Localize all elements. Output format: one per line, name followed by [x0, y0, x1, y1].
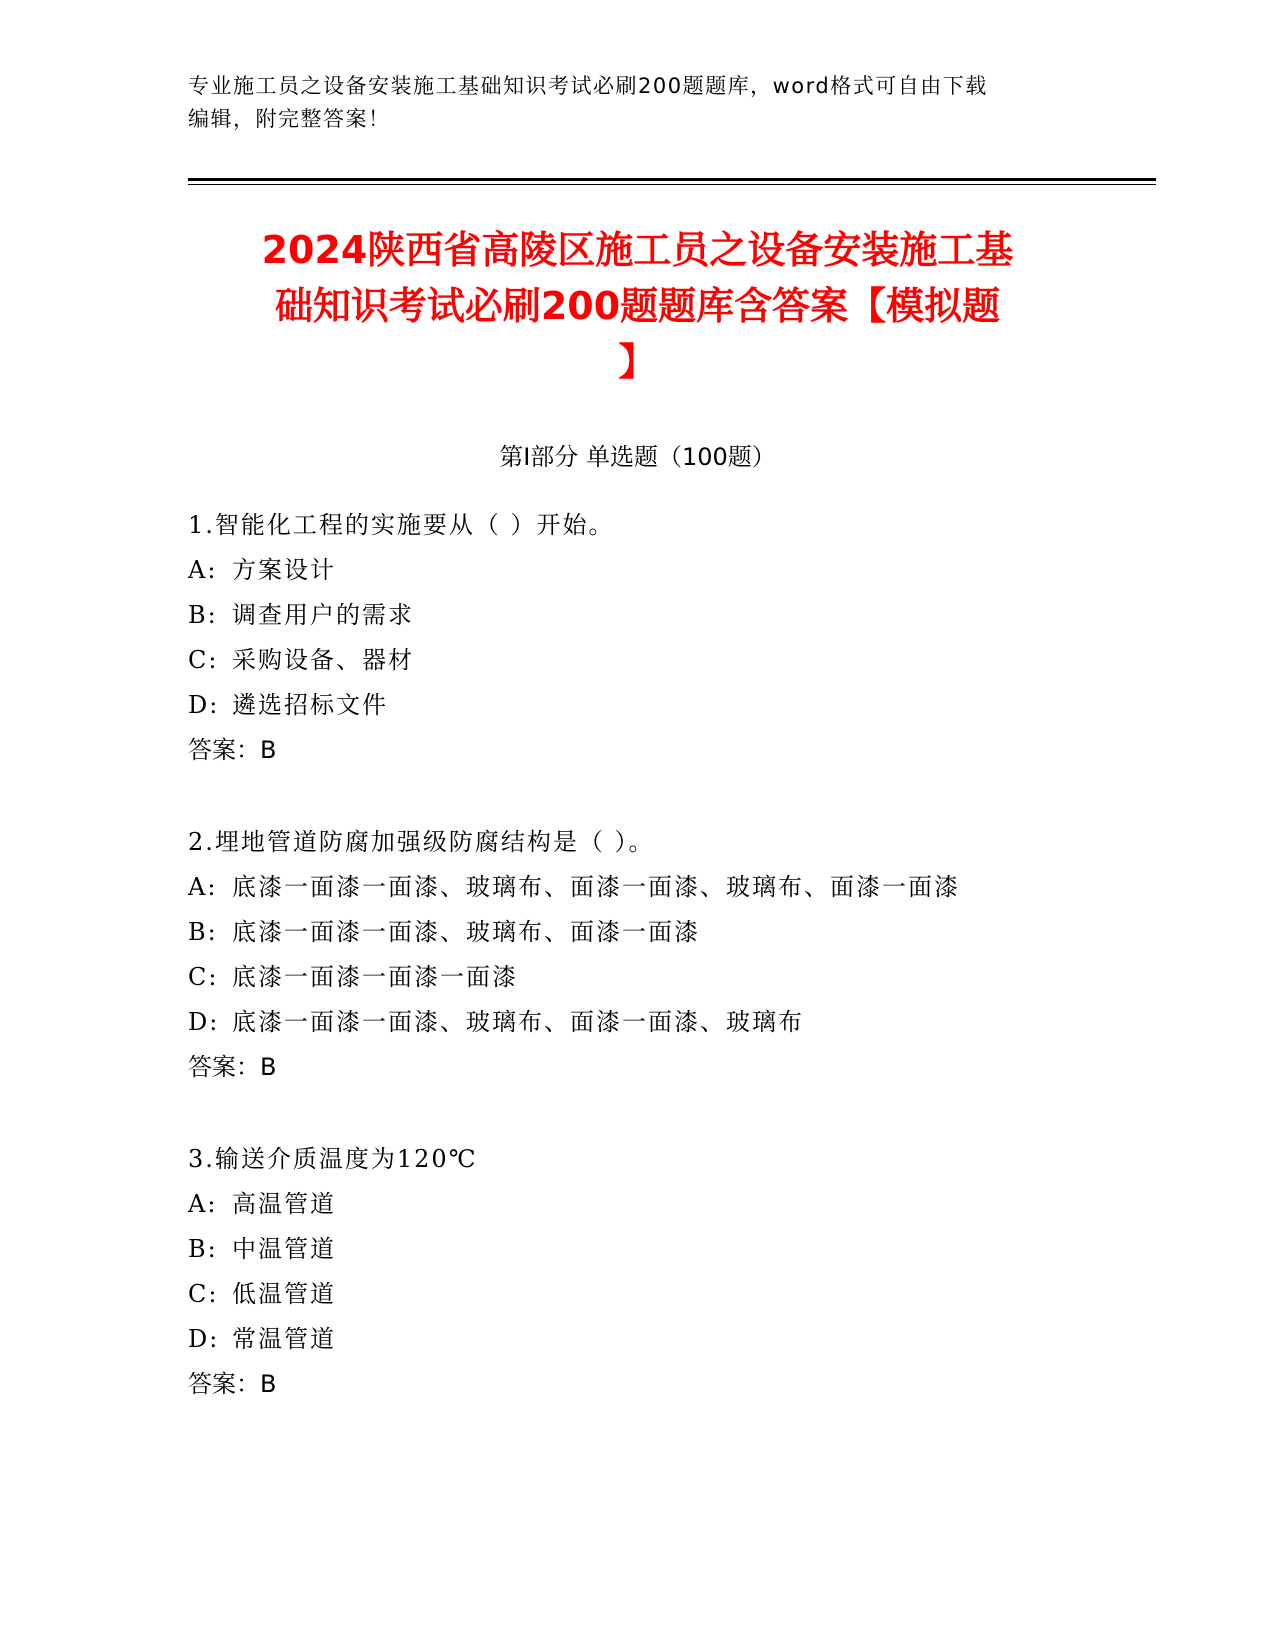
- title-line-2: 础知识考试必刷200题题库含答案【模拟题: [274, 284, 1001, 328]
- header-line-2: 编辑，附完整答案！: [188, 107, 391, 131]
- option-text: 采购设备、器材: [232, 646, 414, 674]
- answer: 答案：B: [188, 1370, 277, 1398]
- option-key: A:: [188, 873, 218, 901]
- option-key: D:: [188, 1008, 220, 1036]
- option-key: C:: [188, 1280, 219, 1308]
- option-c: [188, 1272, 1088, 1317]
- option-text: 常温管道: [232, 1325, 336, 1353]
- option-key: D:: [188, 691, 220, 719]
- option-key: C:: [188, 963, 219, 991]
- header-divider-thin: [188, 184, 1156, 185]
- option-d: [188, 1000, 1088, 1045]
- question-3: [188, 1137, 1088, 1407]
- option-b: [188, 593, 1088, 638]
- question-stem: 2.埋地管道防腐加强级防腐结构是（ ）。: [188, 828, 655, 856]
- option-b: [188, 1227, 1088, 1272]
- option-a: [188, 548, 1088, 593]
- question-1: [188, 503, 1088, 773]
- option-text: 底漆一面漆一面漆、玻璃布、面漆一面漆、玻璃布: [232, 1008, 804, 1036]
- option-text: 调查用户的需求: [232, 601, 414, 629]
- option-d: [188, 683, 1088, 728]
- option-text: 中温管道: [232, 1235, 336, 1263]
- question-stem: 3.输送介质温度为120℃: [188, 1145, 478, 1173]
- question-2: [188, 820, 1088, 1090]
- option-key: C:: [188, 646, 219, 674]
- option-key: B:: [188, 601, 218, 629]
- option-text: 底漆一面漆一面漆一面漆: [232, 963, 518, 991]
- question-stem: 1.智能化工程的实施要从（ ）开始。: [188, 511, 615, 539]
- option-key: A:: [188, 1190, 218, 1218]
- option-key: B:: [188, 1235, 218, 1263]
- option-d: [188, 1317, 1088, 1362]
- option-key: A:: [188, 556, 218, 584]
- option-text: 方案设计: [232, 556, 336, 584]
- option-text: 高温管道: [232, 1190, 336, 1218]
- header-line-1: 专业施工员之设备安装施工基础知识考试必刷200题题库，word格式可自由下载: [188, 74, 988, 98]
- option-a: [188, 865, 1088, 910]
- answer: 答案：B: [188, 1053, 277, 1081]
- title-line-1: 2024陕西省高陵区施工员之设备安装施工基: [261, 228, 1014, 272]
- answer: 答案：B: [188, 736, 277, 764]
- header-divider-thick: [188, 178, 1156, 181]
- page-header: [188, 70, 1088, 136]
- section-heading: 第I部分 单选题（100题）: [499, 443, 776, 471]
- option-a: [188, 1182, 1088, 1227]
- option-key: B:: [188, 918, 218, 946]
- option-c: [188, 638, 1088, 683]
- option-text: 低温管道: [232, 1280, 336, 1308]
- option-text: 底漆一面漆一面漆、玻璃布、面漆一面漆: [232, 918, 700, 946]
- option-key: D:: [188, 1325, 220, 1353]
- option-text: 遴选招标文件: [232, 691, 388, 719]
- option-c: [188, 955, 1088, 1000]
- option-text: 底漆一面漆一面漆、玻璃布、面漆一面漆、玻璃布、面漆一面漆: [232, 873, 960, 901]
- title-line-3: 】: [618, 340, 657, 384]
- document-title: [130, 222, 1145, 390]
- option-b: [188, 910, 1088, 955]
